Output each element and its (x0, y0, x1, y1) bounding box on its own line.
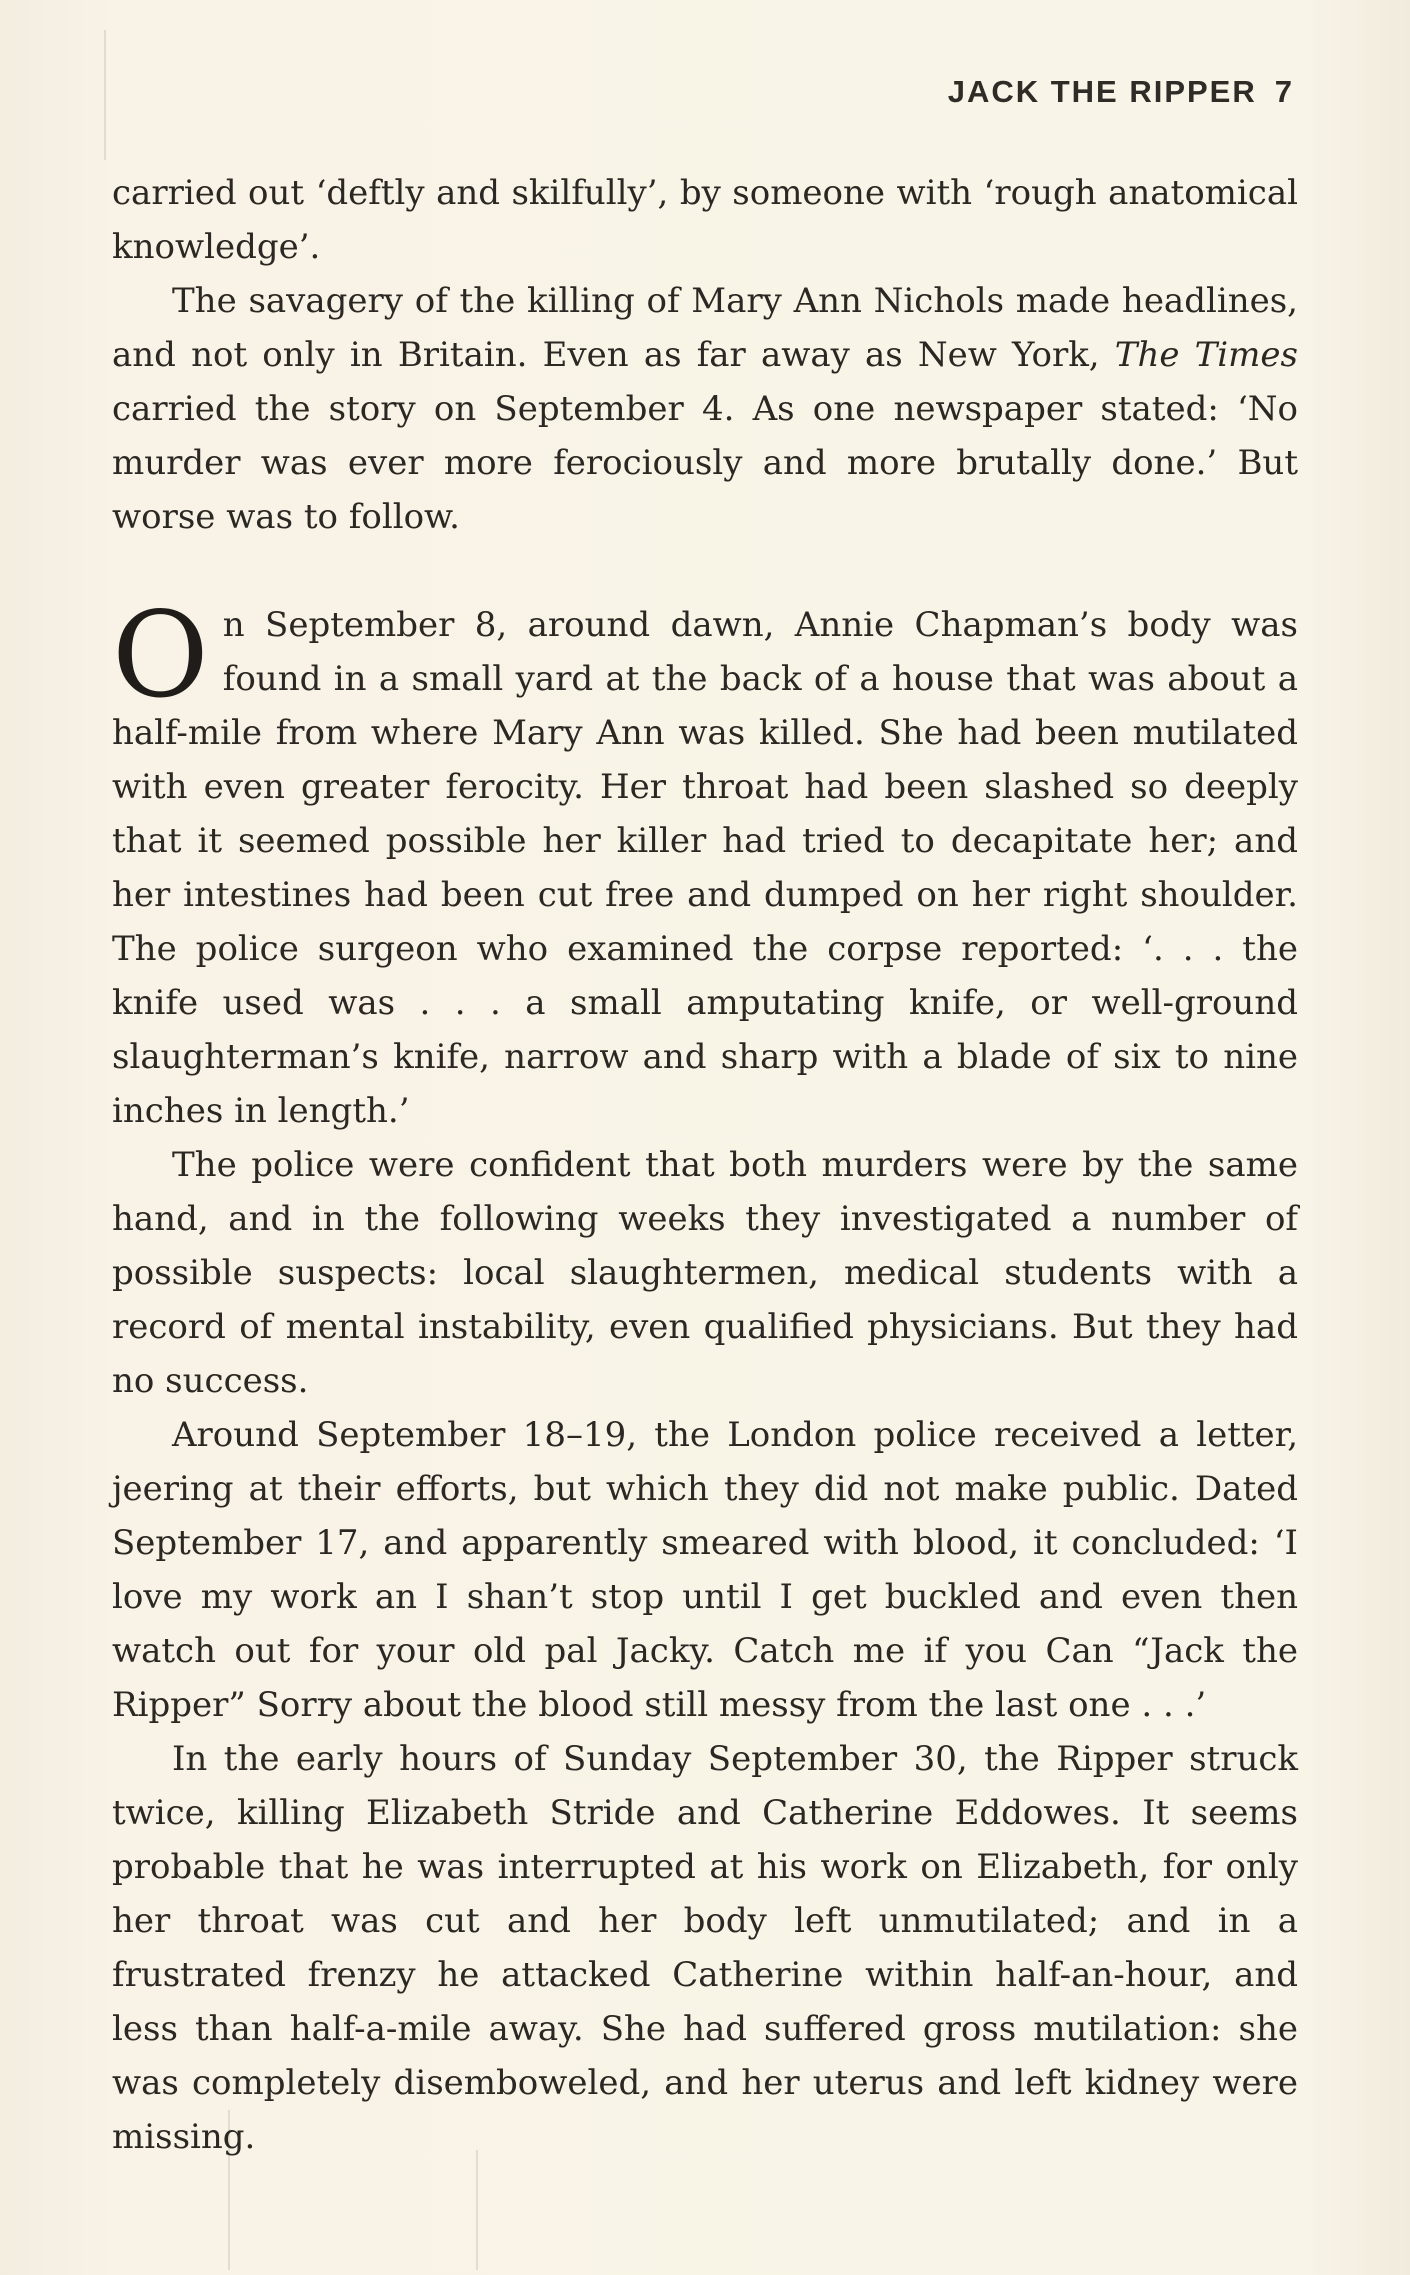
paragraph (112, 274, 1298, 544)
paragraph: Around September 18–19, the London police received a letter, jeering at their efforts, but which they did not make public. Dated September 17, and apparently smeared with blood, it concluded: ‘I love my work an I shan’t stop until I get buckled and even then watch out for your old pal Jacky. Catch me if you Can “Jack the Ripper” Sorry about the blood still messy from the last one . . .’ (112, 1415, 1298, 1725)
paragraph: In the early hours of Sunday September 30, the Ripper struck twice, killing Elizabeth Stride and Catherine Eddowes. It seems probable that he was interrupted at his work on Elizabeth, for only her throat was cut and her body left unmutilated; and in a frustrated frenzy he attacked Catherine within half-an-hour, and less than half-a-mile away. She had suffered gross mutilation: she was completely disemboweled, and her uterus and left kidney were missing. (112, 1739, 1298, 2157)
drop-cap: O (112, 586, 209, 724)
body-text (112, 166, 1298, 2164)
paragraph-text: carried the story on September 4. As one newspaper stated: ‘No murder was ever more ferociously and more brutally done.’ But worse was to follow. (112, 389, 1298, 537)
paragraph: The police were confident that both murders were by the same hand, and in the following weeks they investigated a number of possible suspects: local slaughtermen, medical students with a record of mental instability, even qualified physicians. But they had no success. (112, 1145, 1298, 1401)
running-header (948, 74, 1292, 110)
paragraph-text: The savagery of the killing of Mary Ann Nichols made headlines, and not only in Britain. Even as far away as New York, (112, 281, 1298, 375)
paragraph: carried out ‘deftly and skilfully’, by someone with ‘rough anatomical knowledge’. (112, 173, 1298, 267)
scan-artifact-line (104, 30, 106, 160)
paragraph (112, 586, 1298, 1138)
page-number: 7 (1274, 74, 1292, 109)
scan-artifact-line (476, 2150, 478, 2270)
newspaper-title: The Times (1114, 335, 1298, 375)
paragraph-text: n September 8, around dawn, Annie Chapman’s body was found in a small yard at the back of a house that was about a half-mile from where Mary Ann was killed. She had been mutilated with even greater ferocity. Her throat had been slashed so deeply that it seemed possible her killer had tried to decapitate her; and her intestines had been cut free and dumped on her right shoulder. The police surgeon who examined the corpse reported: ‘. . . the knife used was . . . a small amputating knife, or well-ground slaughterman’s knife, narrow and sharp with a blade of six to nine inches in length.’ (112, 605, 1298, 1131)
running-title: JACK THE RIPPER (947, 74, 1257, 109)
section-break (112, 544, 1298, 598)
